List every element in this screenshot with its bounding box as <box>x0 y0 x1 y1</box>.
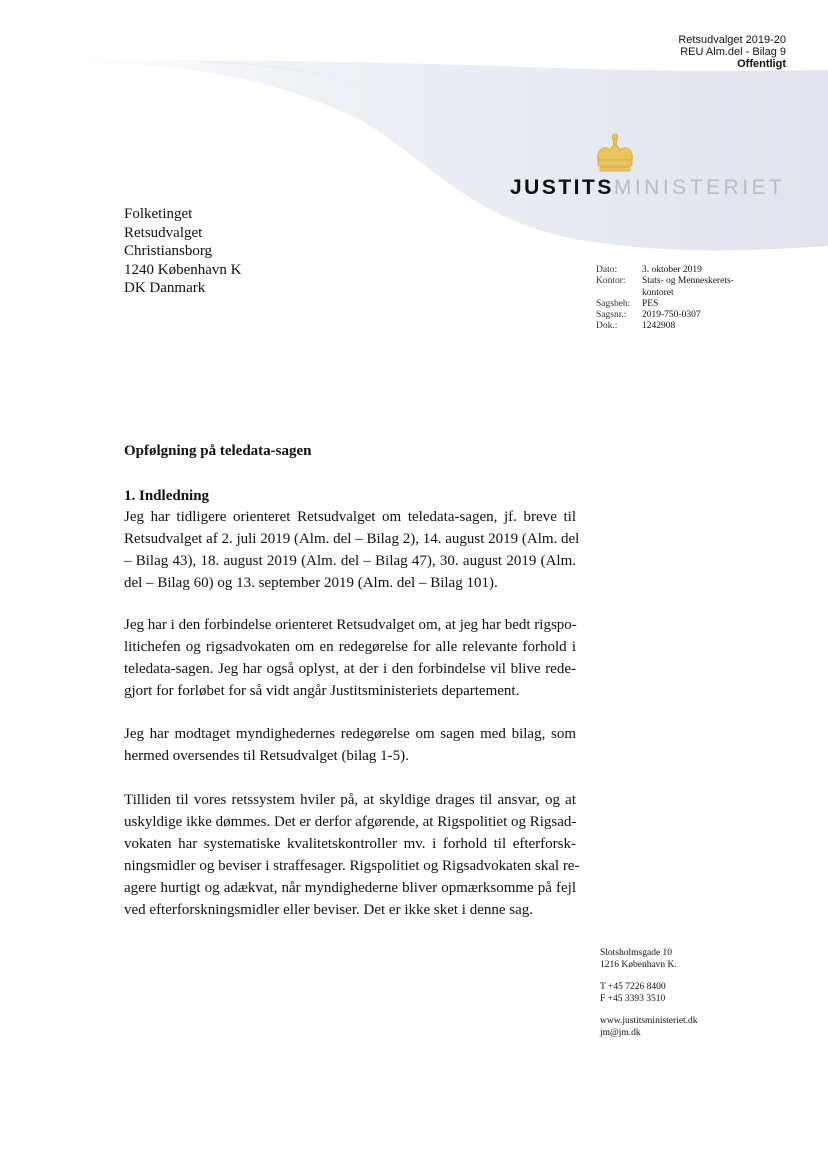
recipient-address <box>124 205 241 298</box>
section-heading: 1. Indledning <box>124 488 210 504</box>
meta-office-row <box>596 276 772 287</box>
meta-key: Sagsbeh: <box>596 298 631 309</box>
stamp-reference: REU Alm.del - Bilag 9 <box>680 46 786 58</box>
stamp-committee: Retsudvalget 2019-20 <box>678 34 786 46</box>
meta-office-cont: kontoret <box>642 287 674 298</box>
text-line: Retsudvalget af 2. juli 2019 (Alm. del – Bilag 2), 14. august 2019 (Alm. del <box>124 531 580 547</box>
paragraph-1 <box>124 506 580 594</box>
meta-key-empty <box>596 288 642 299</box>
paragraph-2 <box>124 614 576 702</box>
recipient-line: Retsudvalget <box>124 224 203 241</box>
meta-office-row-2 <box>596 288 772 299</box>
ministry-contact <box>600 948 698 1039</box>
logo-bold-part: JUSTITS <box>510 176 614 199</box>
recipient-line: 1240 København K <box>124 261 242 278</box>
recipient-line: Christiansborg <box>124 243 213 259</box>
text-line: del – Bilag 60) og 13. september 2019 (Alm. del – Bilag 101). <box>124 575 498 591</box>
text-line: Tilliden til vores retssystem hviler på, at skyldige drages til ansvar, og at <box>124 792 576 808</box>
letter-metadata <box>596 265 772 333</box>
recipient-line: DK Danmark <box>124 280 206 296</box>
paragraph-4 <box>124 789 580 921</box>
meta-key: Dato: <box>596 265 618 275</box>
contact-website-link[interactable]: www.justitsministeriet.dk <box>600 1016 698 1026</box>
paragraph-3 <box>124 723 576 767</box>
logo-light-part: MINISTERIET <box>613 176 786 199</box>
text-line: Jeg har tidligere orienteret Retsudvalget om teledata-sagen, jf. breve til <box>124 509 576 525</box>
contact-spacer <box>600 971 698 982</box>
text-line: gjort for forløbet for så vidt angår Justitsministeriets departement. <box>124 683 520 699</box>
text-line: teledata-sagen. Jeg har også oplyst, at der i den forbindelse vil blive rede- <box>124 661 576 677</box>
meta-key: Kontor: <box>596 276 626 287</box>
contact-fax: F +45 3393 3510 <box>600 993 666 1004</box>
contact-street: Slotsholmsgade 10 <box>600 948 673 958</box>
contact-city: 1216 København K. <box>600 959 677 970</box>
text-line: hermed oversendes til Retsudvalget (bilag 1-5). <box>124 748 409 764</box>
text-line: Jeg har modtaget myndighedernes redegørelse om sagen med bilag, som <box>124 726 576 742</box>
crown-icon <box>592 132 638 174</box>
meta-key: Dok.: <box>596 321 618 332</box>
text-line: vokaten har systematiske kvalitetskontroller mv. i forhold til efterforsk- <box>124 836 576 852</box>
text-line: uskyldige ikke dømmes. Det er derfor afgørende, at Rigspolitiet og Rigsad- <box>124 814 577 830</box>
letter-subject: Opfølgning på teledata-sagen <box>124 443 312 459</box>
contact-spacer <box>600 1005 698 1016</box>
contact-email-link[interactable]: jm@jm.dk <box>600 1027 641 1038</box>
meta-doc-number: 1242908 <box>642 321 676 332</box>
recipient-line: Folketinget <box>124 206 193 222</box>
meta-doc-row <box>596 321 772 332</box>
text-line: agere hurtigt og adækvat, når myndighederne bliver opmærksomme på fejl <box>124 880 576 896</box>
meta-key: Sagsnr.: <box>596 310 627 321</box>
text-line: ved efterforskningsmidler eller beviser. Det er ikke sket i denne sag. <box>124 902 534 918</box>
stamp-status: Offentligt <box>737 58 786 70</box>
meta-date: 3. oktober 2019 <box>642 265 702 275</box>
meta-date-row <box>596 265 772 276</box>
text-line: – Bilag 43), 18. august 2019 (Alm. del – Bilag 47), 30. august 2019 (Alm. <box>124 553 576 569</box>
meta-caseno-row <box>596 310 772 321</box>
text-line: ningsmidler og beviser i straffesager. Rigspolitiet og Rigsadvokaten skal re- <box>124 858 580 874</box>
contact-phone: T +45 7226 8400 <box>600 982 666 992</box>
meta-handler: PES <box>642 298 659 309</box>
text-line: litichefen og rigsadvokaten om en redegørelse for alle relevante forhold i <box>124 639 576 655</box>
meta-office: Stats- og Menneskerets- <box>642 276 734 287</box>
meta-handler-row <box>596 299 772 310</box>
ministry-logo <box>510 176 785 200</box>
text-line: Jeg har i den forbindelse orienteret Retsudvalget om, at jeg har bedt rigspo- <box>124 617 577 633</box>
meta-case-number: 2019-750-0307 <box>642 310 701 321</box>
